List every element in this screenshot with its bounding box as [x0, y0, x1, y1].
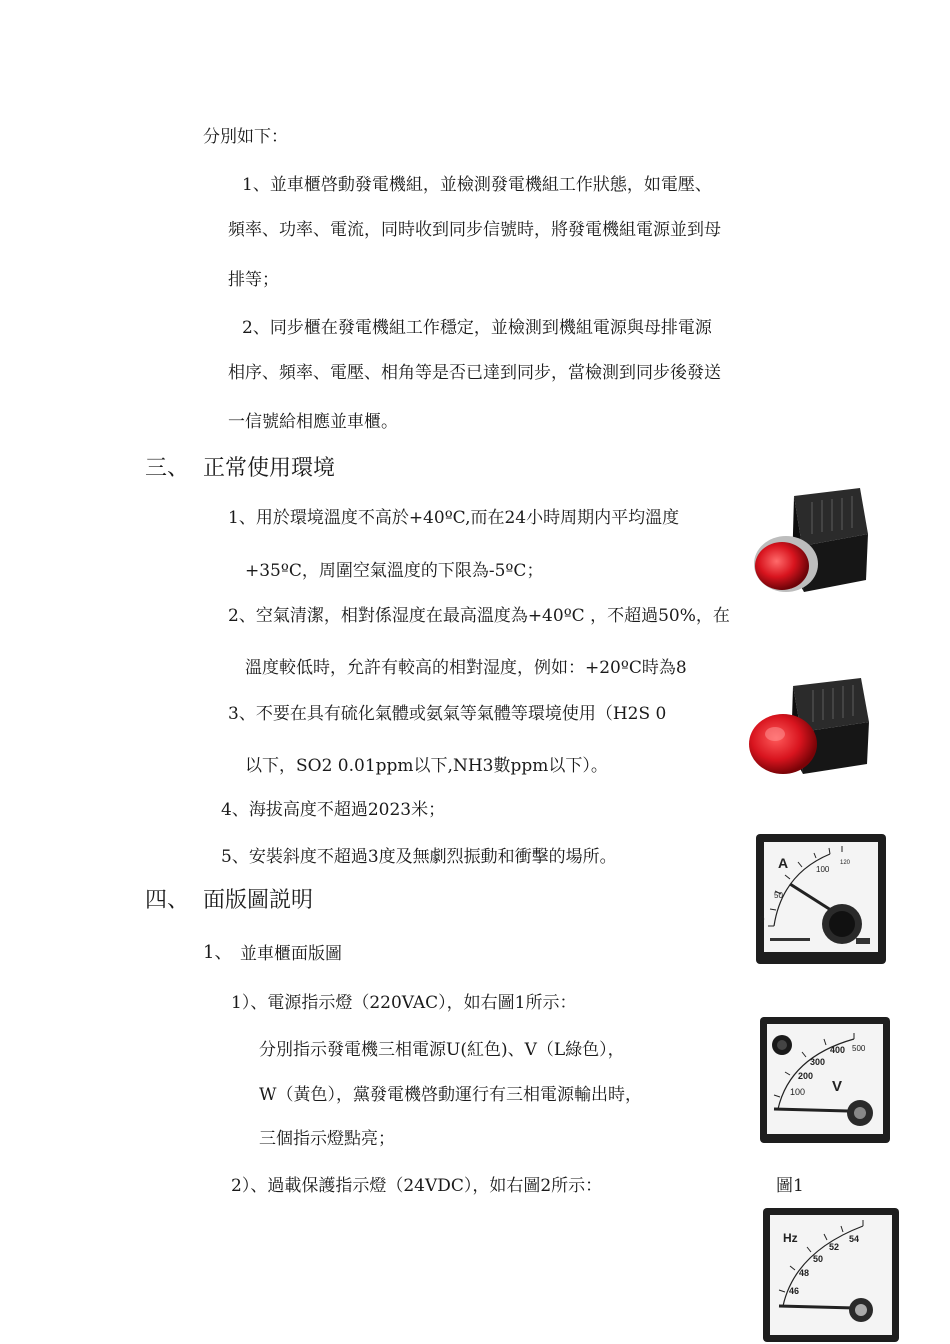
panel-item-1-desc-1: 分別指示發電機三相電源U(紅色)、V（L綠色），: [259, 1040, 625, 1060]
indicator-lamp-image-2: [745, 672, 873, 780]
env-line-1: 1、用於環境溫度不高於+40ºC,而在24小時周期内平均溫度: [228, 508, 680, 528]
env-line-6: 以下，SO2 0.01ppm以下,NH3數ppm以下）。: [245, 756, 608, 776]
item-1-line-2: 頻率、功率、電流，同時收到同步信號時，將發電機組電源並到母: [228, 220, 721, 240]
frequency-tick-54: 54: [849, 1234, 860, 1244]
lamp-lens: [755, 542, 809, 590]
ammeter-tick-100: 100: [816, 865, 830, 874]
frequency-meter-unit: Hz: [783, 1231, 798, 1245]
intro-text: 分別如下：: [203, 127, 288, 147]
meter-needle: [779, 1306, 855, 1308]
panel-item-1: 1）、電源指示燈（220VAC），如右圖1所示：: [231, 993, 577, 1013]
item-1-line-3: 排等；: [228, 270, 279, 290]
env-line-8: 5、安裝斜度不超過3度及無劇烈振動和衝擊的場所。: [221, 847, 617, 867]
voltmeter-tick-200: 200: [798, 1071, 814, 1081]
frequency-tick-46: 46: [789, 1286, 800, 1296]
voltmeter-tick-100: 100: [790, 1087, 806, 1097]
voltmeter-unit: V: [832, 1078, 843, 1095]
lamp-lens: [749, 714, 817, 774]
panel-item-2: 2）、過載保護指示燈（24VDC），如右圖2所示：: [231, 1176, 603, 1196]
env-line-4: 溫度較低時，允許有較高的相對湿度，例如：+20ºC時為8: [245, 658, 687, 678]
frequency-tick-50: 50: [813, 1254, 824, 1264]
item-2-line-2: 相序、頻率、電壓、相角等是否已達到同步，當檢測到同步後發送: [228, 363, 721, 383]
item-2-line-3: 一信號給相應並車櫃。: [228, 412, 398, 432]
item-2-line-1: 2、同步櫃在發電機組工作穩定，並檢測到機組電源與母排電源: [242, 318, 712, 338]
section-3-title: 正常使用環境: [203, 456, 336, 481]
env-line-7: 4、海拔高度不超過2023米；: [221, 800, 446, 820]
env-line-2: +35ºC，周圍空氣溫度的下限為-5ºC；: [245, 561, 544, 581]
frequency-tick-48: 48: [799, 1268, 810, 1278]
frequency-tick-52: 52: [829, 1242, 840, 1252]
ammeter-unit: A: [778, 855, 789, 871]
env-line-5: 3、不要在具有硫化氣體或氨氣等氣體等環境使用（H2S 0: [228, 704, 667, 724]
section-3-number: 三、: [145, 456, 190, 481]
voltmeter-tick-400: 400: [830, 1045, 846, 1055]
ammeter-tick-0: 0: [760, 915, 765, 924]
ammeter-image: [756, 834, 886, 964]
panel-heading-text: 並車櫃面版圖: [240, 944, 342, 964]
panel-item-1-desc-2: W（黃色），黨發電機啓動運行有三相電源輸出時，: [259, 1085, 642, 1105]
ammeter-tick-50: 50: [774, 891, 783, 900]
item-1-line-1: 1、並車櫃啓動發電機組，並檢測發電機組工作狀態，如電壓、: [242, 175, 712, 195]
env-line-3: 2、空氣清潔，相對係湿度在最高溫度為+40ºC ，不超過50%，在: [228, 606, 730, 626]
panel-item-1-desc-3: 三個指示燈點亮；: [259, 1129, 395, 1149]
ammeter-tick-120: 120: [840, 860, 851, 866]
voltmeter-tick-300: 300: [810, 1057, 826, 1067]
frequency-meter-image: [763, 1208, 899, 1342]
section-4-number: 四、: [145, 888, 190, 913]
voltmeter-tick-500: 500: [852, 1044, 866, 1053]
indicator-lamp-image-1: [742, 484, 872, 600]
meter-needle: [774, 1109, 848, 1111]
voltmeter-image: [760, 1017, 890, 1143]
section-4-title: 面版圖説明: [203, 888, 314, 913]
figure-1-caption: 圖1: [776, 1176, 804, 1196]
panel-heading-number: 1、: [203, 942, 233, 963]
